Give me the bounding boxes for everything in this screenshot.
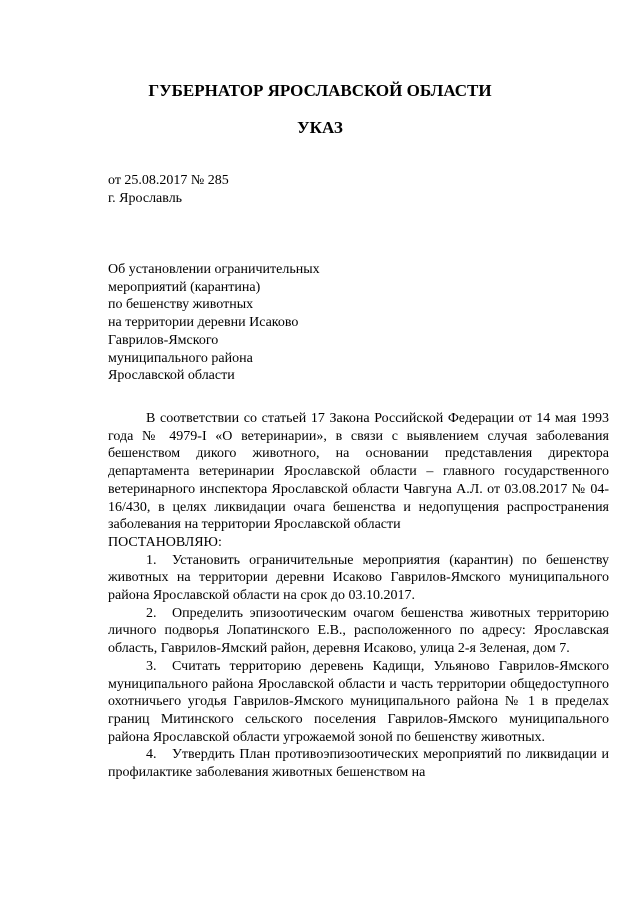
preamble-paragraph: В соответствии со статьей 17 Закона Российской Федерации от 14 мая 1993 года № 4979-I «О ветеринарии», в связи с выявлением случая заболевания бешенством дикого животного, на основании представления директора департамента ветеринарии Ярославской области – главного государственного ветеринарного инспектора Ярославской области Чавгуна А.Л. от 03.08.2017 № 04-16/430, в целях ликвидации очага бешенства и недопущения распространения заболевания на территории Ярославской области: [108, 411, 609, 533]
item-text: Утвердить План противоэпизоотических мероприятий по ликвидации и профилактике заболевания животных бешенством на: [108, 747, 609, 781]
document-body: [108, 410, 609, 782]
decree-item-1: [108, 552, 609, 605]
item-text: Считать территорию деревень Кадищи, Ульяново Гаврилов-Ямского муниципального района Ярославской области и часть территории общедоступного охотничьего угодья Гаврилов-Ямского муниципального района № 1 в пределах границ Митинского сельского поселения Гаврилов-Ямского муниципального района Ярославской области угрожаемой зоной по бешенству животных.: [108, 658, 609, 745]
item-number: 2.: [146, 605, 157, 621]
city: г. Ярославль: [108, 191, 183, 206]
document-type-heading: УКАЗ: [297, 118, 343, 137]
document-meta: [108, 172, 229, 208]
subject-line: мероприятий (карантина): [108, 279, 261, 295]
subject-line: по бешенству животных: [108, 297, 254, 313]
item-number: 3.: [146, 658, 157, 674]
decree-item-2: [108, 605, 609, 658]
item-text: Установить ограничительные мероприятия (карантин) по бешенству животных на территории деревни Исаково Гаврилов-Ямского муниципального района Ярославской области на срок до 03.10.2017.: [108, 552, 609, 604]
subject-line: Ярославской области: [108, 368, 235, 384]
subject-line: Об установлении ограничительных: [108, 262, 320, 277]
subject-line: муниципального района: [108, 350, 253, 366]
item-number: 4.: [146, 747, 157, 763]
subject-line: на территории деревни Исаково: [108, 315, 299, 331]
decree-word: ПОСТАНОВЛЯЮ:: [108, 534, 222, 550]
authority-heading: ГУБЕРНАТОР ЯРОСЛАВСКОЙ ОБЛАСТИ: [148, 81, 492, 100]
item-text: Определить эпизоотическим очагом бешенства животных территорию личного подворья Лопатинского Е.В., расположенного по адресу: Ярославская область, Гаврилов-Ямский район, деревня Исаково, улица 2-я Зеленая, дом 7.: [108, 605, 609, 657]
document-subject: [108, 261, 320, 385]
item-number: 1.: [146, 552, 157, 568]
subject-line: Гаврилов-Ямского: [108, 332, 219, 348]
decree-item-4: [108, 746, 609, 781]
decree-item-3: [108, 658, 609, 747]
date-number: от 25.08.2017 № 285: [108, 173, 229, 188]
